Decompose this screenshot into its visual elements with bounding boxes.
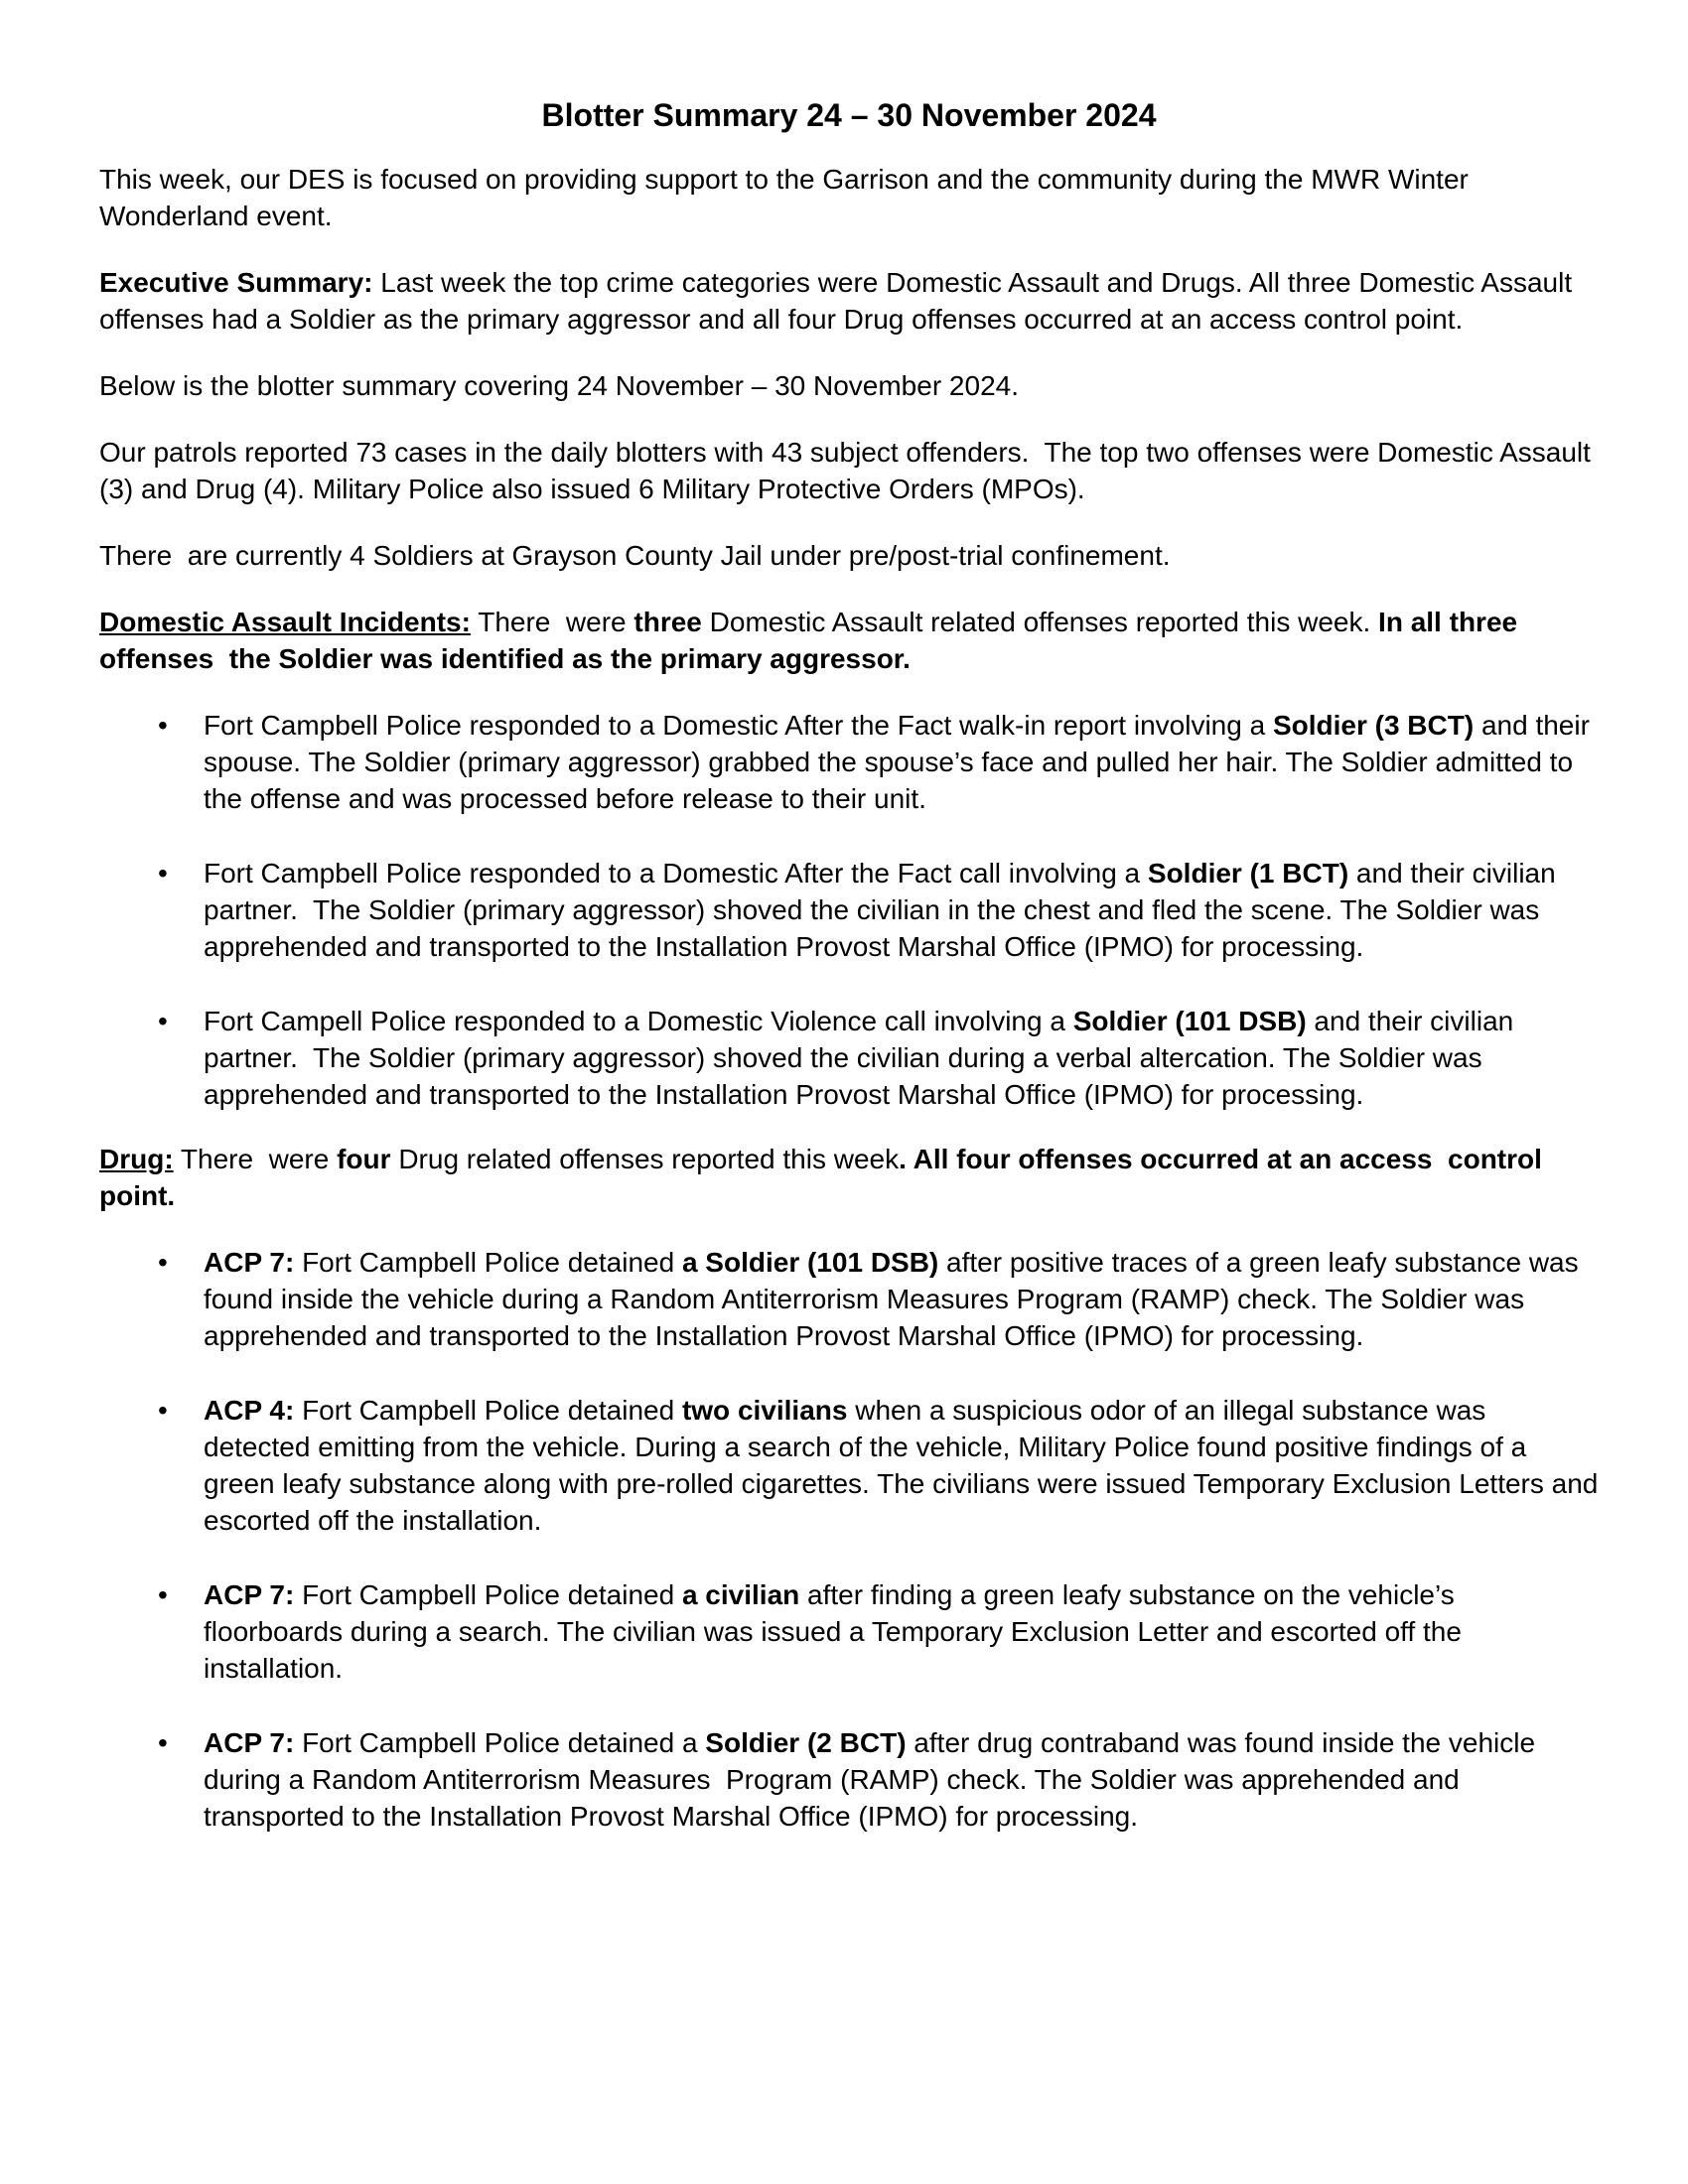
domestic-assault-item-1 bbox=[204, 707, 1599, 817]
text-run: Drug: bbox=[99, 1144, 174, 1174]
drug-item-1 bbox=[204, 1244, 1599, 1354]
text-run: Soldier (2 BCT) bbox=[705, 1727, 907, 1758]
domestic-assault-item-2 bbox=[204, 855, 1599, 965]
coverage-paragraph bbox=[99, 367, 1599, 404]
text-run: Fort Campell Police responded to a Domestic Violence call involving a bbox=[204, 1006, 1073, 1036]
text-run: There were bbox=[173, 1144, 338, 1174]
domestic-assault-item-3 bbox=[204, 1003, 1599, 1113]
domestic-assault-heading bbox=[99, 604, 1599, 677]
text-run: and their spouse. The Soldier (primary aggressor) grabbed the spouse’s face and pulled her hair. The Soldier admitted to the offense and was processed before release to their unit. bbox=[204, 710, 1598, 814]
text-run: when a suspicious odor of an illegal substance was detected emitting from the vehicle. During a search of the vehicle, Military Police found positive findings of a green leafy substance along with pre-rolled cigarettes. The civilians were issued Temporary Exclusion Letters and escorted off the installation. bbox=[204, 1395, 1607, 1536]
text-run: Soldier (1 BCT) bbox=[1147, 858, 1349, 888]
text-run: a Soldier (101 DSB) bbox=[681, 1247, 939, 1278]
text-run: a civilian bbox=[681, 1579, 800, 1610]
executive-summary-paragraph bbox=[99, 264, 1599, 338]
text-run: Domestic Assault Incidents: bbox=[99, 607, 471, 637]
text-run: Fort Campbell Police responded to a Domestic After the Fact walk-in report involving a bbox=[204, 710, 1273, 741]
document-title: Blotter Summary 24 – 30 November 2024 bbox=[541, 97, 1157, 133]
drug-heading bbox=[99, 1141, 1599, 1214]
confinement-paragraph bbox=[99, 537, 1599, 574]
text-run: Fort Campbell Police detained bbox=[294, 1579, 682, 1610]
drug-item-3 bbox=[204, 1576, 1599, 1687]
text-run: Domestic Assault related offenses reported this week. bbox=[701, 607, 1379, 637]
text-run: three bbox=[633, 607, 702, 637]
document-content bbox=[99, 95, 1607, 1835]
text-run: four bbox=[337, 1144, 391, 1174]
text-run: Executive Summary: bbox=[99, 267, 373, 298]
text-run: Fort Campbell Police responded to a Domestic After the Fact call involving a bbox=[204, 858, 1148, 888]
text-run: There were bbox=[470, 607, 634, 637]
text-run: two civilians bbox=[681, 1395, 848, 1426]
text-run: Soldier (3 BCT) bbox=[1272, 710, 1475, 741]
text-run: This week, our DES is focused on providing support to the Garrison and the community during the MWR Winter Wonderland event. bbox=[99, 164, 1477, 231]
drug-list bbox=[99, 1244, 1607, 1835]
text-run: ACP 7: bbox=[204, 1579, 295, 1610]
intro-paragraph bbox=[99, 161, 1599, 234]
text-run: Our patrols reported 73 cases in the daily blotters with 43 subject offenders. The top two offenses were Domestic Assault (3) and Drug (4). Military Police also issued 6 Military Protective Orders (MPOs). bbox=[99, 437, 1599, 504]
text-run: after positive traces of a green leafy substance was found inside the vehicle during a Random Antiterrorism Measures Program (RAMP) check. The Soldier was apprehended and transported to the Installation Provost Marshal Office (IPMO) for processing. bbox=[204, 1247, 1587, 1351]
text-run: and their civilian partner. The Soldier (primary aggressor) shoved the civilian in the chest and fled the scene. The Soldier was apprehended and transported to the Installation Provost Marshal Office (IPMO) for processing. bbox=[204, 858, 1564, 962]
text-run: . All four offenses occurred at an access control point. bbox=[99, 1144, 1550, 1211]
text-run: ACP 4: bbox=[204, 1395, 295, 1426]
text-run: Last week the top crime categories were Domestic Assault and Drugs. All three Domestic Assault offenses had a Soldier as the primary aggressor and all four Drug offenses occurred at an access control point. bbox=[99, 267, 1580, 335]
drug-item-4 bbox=[204, 1724, 1599, 1835]
text-run: Drug related offenses reported this week bbox=[390, 1144, 900, 1174]
text-run: Soldier (101 DSB) bbox=[1072, 1006, 1307, 1036]
drug-item-2 bbox=[204, 1392, 1607, 1539]
text-run: and their civilian partner. The Soldier (primary aggressor) shoved the civilian during a verbal altercation. The Soldier was apprehended and transported to the Installation Provost Marshal Office (IPMO) for processing. bbox=[204, 1006, 1521, 1110]
domestic-assault-list bbox=[99, 707, 1599, 1113]
text-run: ACP 7: bbox=[204, 1247, 295, 1278]
text-run: Below is the blotter summary covering 24 November – 30 November 2024. bbox=[99, 370, 1019, 401]
text-run: ACP 7: bbox=[204, 1727, 295, 1758]
text-run: In all three offenses the Soldier was identified as the primary aggressor. bbox=[99, 607, 1525, 674]
text-run: after finding a green leafy substance on the vehicle’s floorboards during a search. The civilian was issued a Temporary Exclusion Letter and escorted off the installation. bbox=[204, 1579, 1470, 1684]
text-run: after drug contraband was found inside the vehicle during a Random Antiterrorism Measures Program (RAMP) check. The Soldier was apprehended and transported to the Installation Provost Marshal Office (IPMO) for processing. bbox=[204, 1727, 1543, 1832]
text-run: Fort Campbell Police detained bbox=[294, 1395, 682, 1426]
text-run: Fort Campbell Police detained bbox=[294, 1247, 682, 1278]
text-run: Fort Campbell Police detained a bbox=[294, 1727, 706, 1758]
patrol-stats-paragraph bbox=[99, 434, 1599, 507]
text-run: There are currently 4 Soldiers at Grayson County Jail under pre/post-trial confinement. bbox=[99, 540, 1171, 571]
